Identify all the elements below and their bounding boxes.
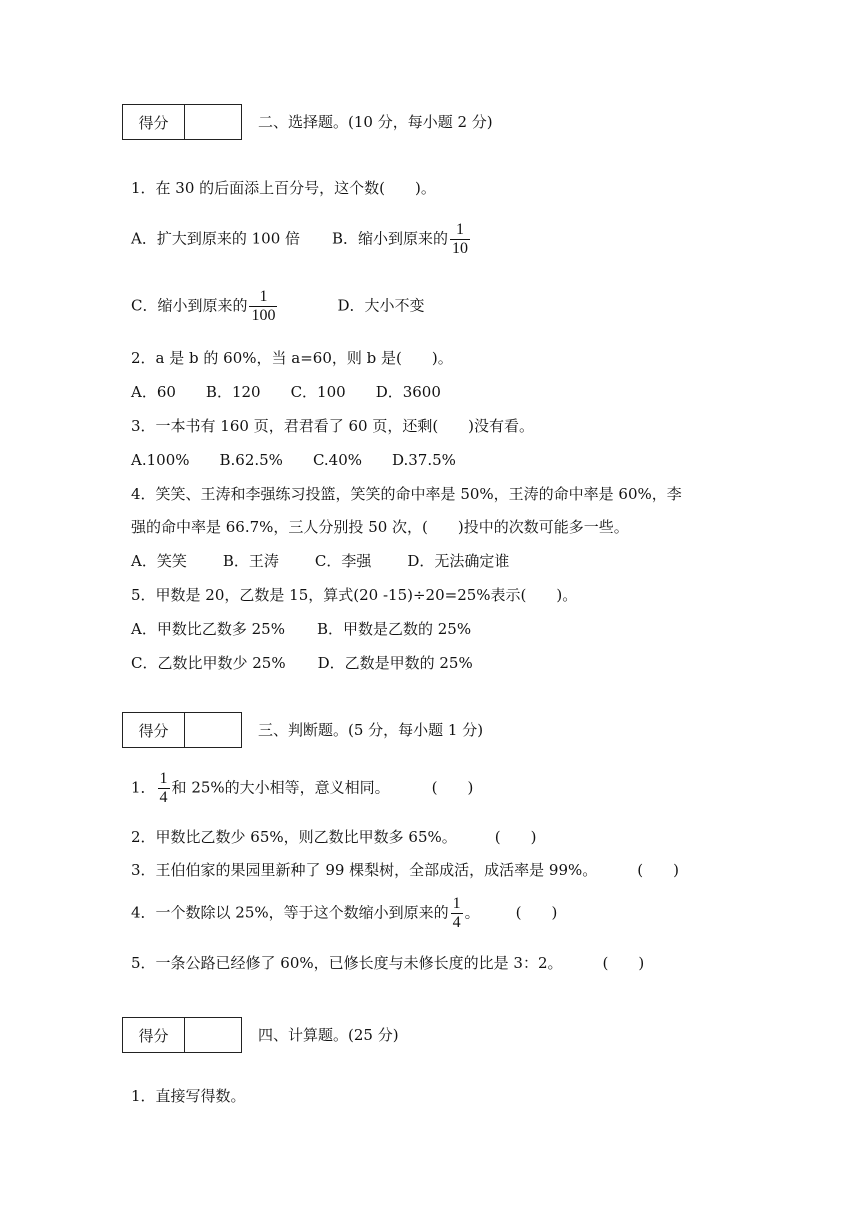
question-stem: 4．笑笑、王涛和李强练习投篮，笑笑的命中率是 50%，王涛的命中率是 60%，李 <box>131 485 682 503</box>
question-stem: 5．甲数是 20，乙数是 15，算式(20 -15)÷20=25%表示( )。 <box>131 586 578 604</box>
fraction <box>450 221 470 258</box>
answer-parentheses: ( ) <box>637 861 679 879</box>
section-heading: 二、选择题。(10 分，每小题 2 分) <box>258 113 493 131</box>
option-b: B．甲数是乙数的 25% <box>316 620 472 638</box>
score-blank <box>185 1018 241 1052</box>
fraction <box>451 895 463 932</box>
judgement-item <box>131 770 473 807</box>
item-text: 3．王伯伯家的果园里新种了 99 棵梨树，全部成活，成活率是 99%。 <box>131 861 598 879</box>
judgement-item <box>131 952 644 974</box>
option-row <box>131 381 441 403</box>
option-c: C.40% <box>312 451 362 469</box>
option-a: A．60 <box>131 383 176 401</box>
option-d: D．3600 <box>375 383 441 401</box>
option-b: B．120 <box>205 383 261 401</box>
fraction-denominator: 4 <box>159 789 168 806</box>
answer-parentheses: ( ) <box>494 828 537 846</box>
question-stem: 1．在 30 的后面添上百分号，这个数( )。 <box>131 179 436 197</box>
item-text: 2．甲数比乙数少 65%，则乙数比甲数多 65%。 <box>131 828 457 846</box>
question-stem: 2．a 是 b 的 60%，当 a=60，则 b 是( )。 <box>131 349 453 367</box>
judgement-item <box>131 859 679 881</box>
option-row <box>131 652 473 674</box>
option-a: A．笑笑 <box>131 552 187 570</box>
option-a: A.100% <box>131 451 190 469</box>
answer-parentheses: ( ) <box>431 778 474 797</box>
option-b: B.62.5% <box>219 451 283 469</box>
judgement-item <box>131 826 536 848</box>
item-text: 和 25%的大小相等，意义相同。 <box>171 778 390 797</box>
option-row <box>131 449 456 471</box>
option-c: C．李强 <box>314 552 372 570</box>
section-heading: 三、判断题。(5 分，每小题 1 分) <box>258 721 484 739</box>
question-stem: 3．一本书有 160 页，君君看了 60 页，还剩( )没有看。 <box>131 417 535 435</box>
option-b: B．王涛 <box>222 552 279 570</box>
score-blank <box>185 105 241 139</box>
judgement-item <box>131 895 557 932</box>
answer-parentheses: ( ) <box>515 903 558 922</box>
question-stem: 强的命中率是 66.7%，三人分别投 50 次，( )投中的次数可能多一些。 <box>131 518 629 536</box>
option-row <box>131 618 471 640</box>
item-number: 1． <box>131 778 156 797</box>
fraction-denominator: 4 <box>452 914 461 931</box>
option-d: D．乙数是甲数的 25% <box>317 654 473 672</box>
section-heading: 四、计算题。(25 分) <box>258 1026 399 1044</box>
item-text: 5．一条公路已经修了 60%，已修长度与未修长度的比是 3：2。 <box>131 954 563 972</box>
fraction-denominator: 100 <box>251 307 276 324</box>
score-blank <box>185 713 241 747</box>
option-d: D．大小不变 <box>337 296 425 315</box>
fraction-numerator: 1 <box>159 770 168 787</box>
item-text: 4．一个数除以 25%，等于这个数缩小到原来的 <box>131 903 449 922</box>
option-row <box>131 221 472 258</box>
score-box <box>122 712 242 748</box>
score-label: 得分 <box>123 713 185 747</box>
option-row <box>131 288 425 325</box>
score-label: 得分 <box>123 1018 185 1052</box>
option-a: A．扩大到原来的 100 倍 <box>131 229 300 248</box>
option-a: A．甲数比乙数多 25% <box>131 620 285 638</box>
fraction <box>158 770 170 807</box>
fraction-denominator: 10 <box>452 240 469 257</box>
fraction <box>249 288 277 325</box>
fraction-numerator: 1 <box>456 221 465 238</box>
option-row <box>131 550 509 572</box>
option-d: D．无法确定谁 <box>407 552 510 570</box>
score-box <box>122 104 242 140</box>
option-d: D.37.5% <box>392 451 456 469</box>
option-b: B．缩小到原来的 <box>332 229 449 248</box>
item-suffix: 。 <box>464 903 480 922</box>
fraction-numerator: 1 <box>259 288 268 305</box>
option-c: C．缩小到原来的 <box>131 296 248 315</box>
score-label: 得分 <box>123 105 185 139</box>
option-c: C．100 <box>290 383 346 401</box>
question-stem: 1．直接写得数。 <box>131 1087 246 1105</box>
fraction-numerator: 1 <box>452 895 461 912</box>
answer-parentheses: ( ) <box>602 954 645 972</box>
option-c: C．乙数比甲数少 25% <box>131 654 286 672</box>
score-box <box>122 1017 242 1053</box>
